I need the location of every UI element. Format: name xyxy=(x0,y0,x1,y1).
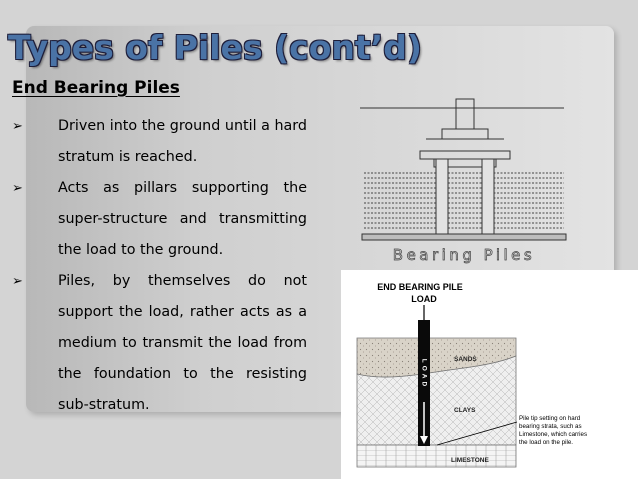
bullet-text: Acts as pillars supporting the super-structure and transmitting the load to the ground. xyxy=(58,180,307,258)
bearing-piles-figure xyxy=(356,93,572,273)
pile-load-text: LOAD xyxy=(420,358,428,390)
end-bearing-title: END BEARING PILE xyxy=(377,282,463,292)
note-line: bearing strata, such as xyxy=(519,423,582,430)
bullet-item xyxy=(12,266,307,421)
slide-title: Types of Piles (cont’d) xyxy=(8,28,422,67)
bullet-text: Piles, by themselves do not support the load, rather acts as a medium to transmit the load from the foundation to the resisting sub-stratum. xyxy=(58,273,307,413)
load-label: LOAD xyxy=(411,294,437,304)
note-line: the load on the pile. xyxy=(519,439,574,446)
bullet-list xyxy=(12,111,307,421)
pile-tip-note xyxy=(519,415,587,446)
slide-subtitle: End Bearing Piles xyxy=(12,78,180,98)
limestone-label: LIMESTONE xyxy=(451,457,489,464)
bearing-piles-drawing xyxy=(356,93,572,273)
end-bearing-pile-figure xyxy=(341,270,638,479)
clays-label: CLAYS xyxy=(454,407,476,414)
note-line: Pile tip setting on hard xyxy=(519,415,581,422)
arrow-bullet-icon: ➢ xyxy=(12,274,23,289)
bullet-item xyxy=(12,111,307,173)
bullet-text: Driven into the ground until a hard stratum is reached. xyxy=(58,118,307,165)
arrow-bullet-icon: ➢ xyxy=(12,181,23,196)
end-bearing-pile-drawing xyxy=(341,270,638,479)
note-line: Limestone, which carries xyxy=(519,431,588,438)
arrow-bullet-icon: ➢ xyxy=(12,119,23,134)
bearing-piles-caption: Bearing Piles xyxy=(392,246,536,264)
bullet-item xyxy=(12,173,307,266)
sands-label: SANDS xyxy=(454,356,477,363)
